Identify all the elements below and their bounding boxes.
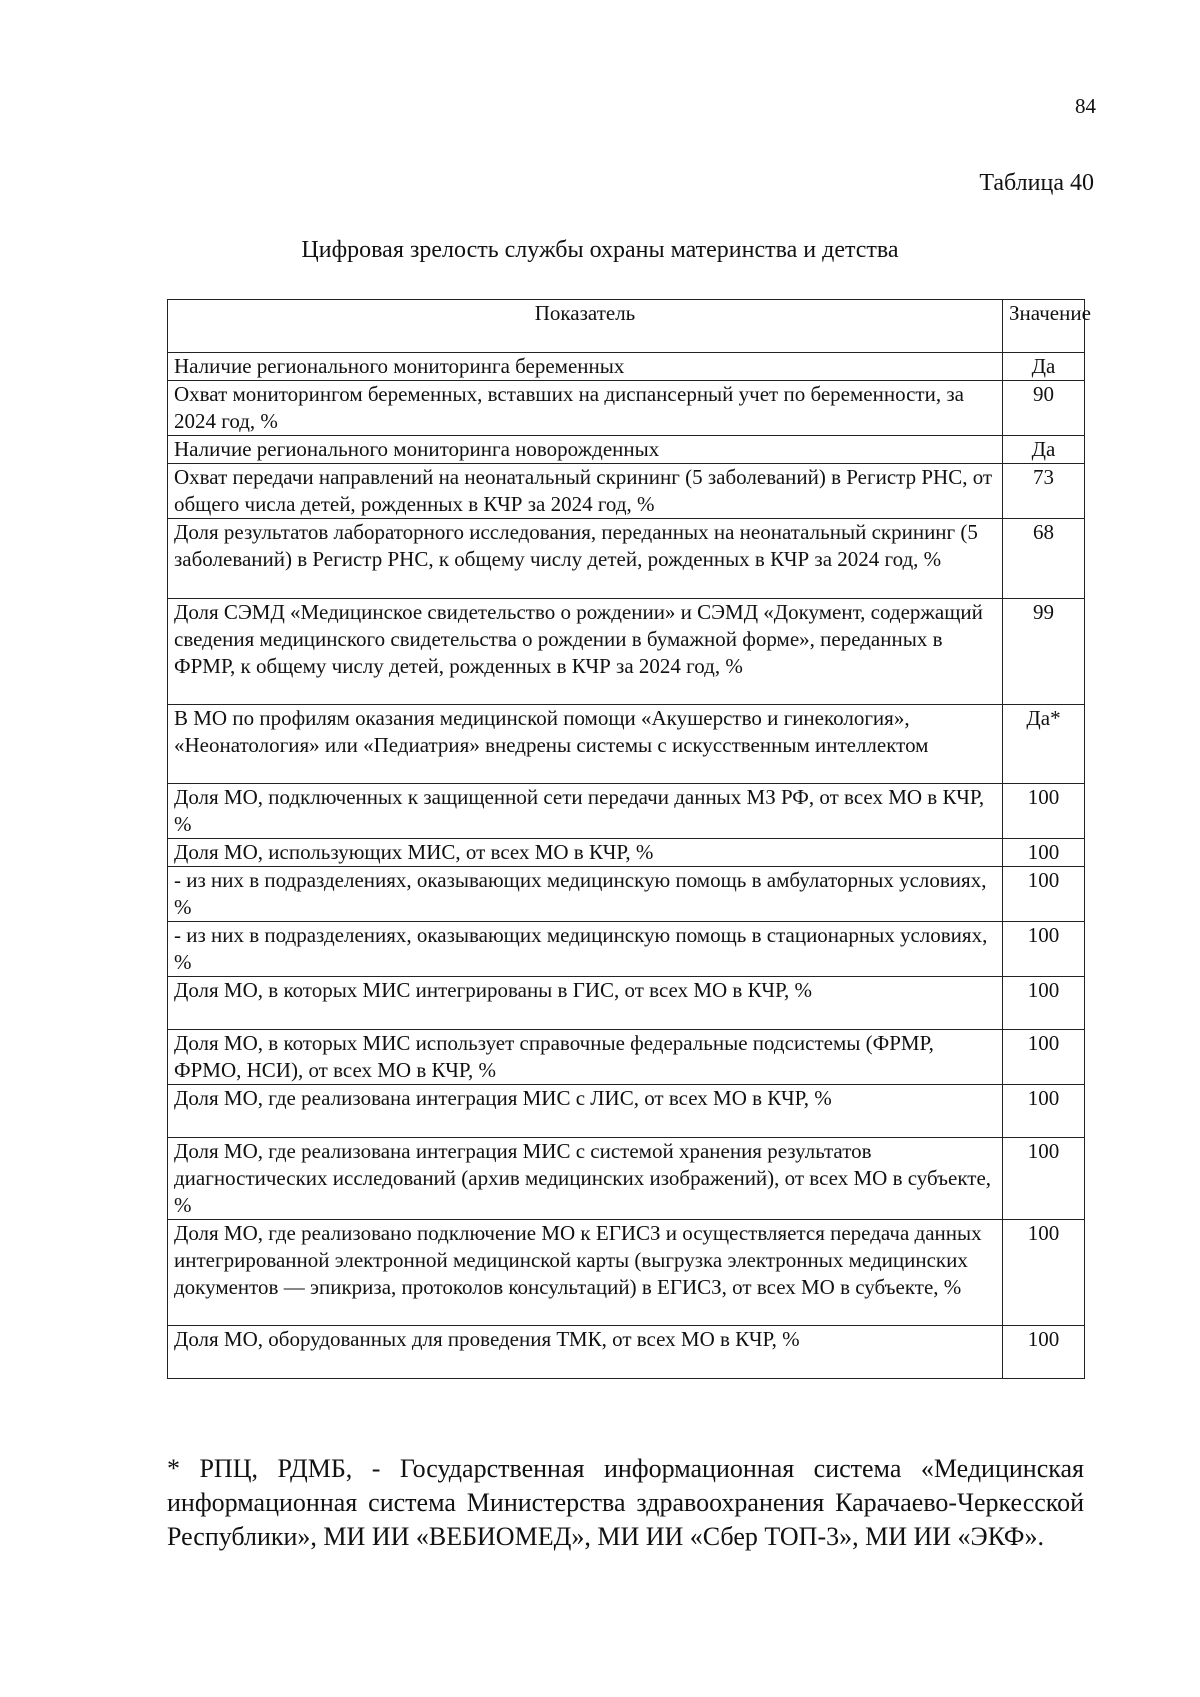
value-cell: Да [1003, 353, 1085, 381]
indicator-cell: Охват мониторингом беременных, вставших на диспансерный учет по беременности, за 2024 год, % [168, 381, 1003, 436]
indicator-cell: Доля МО, использующих МИС, от всех МО в КЧР, % [168, 839, 1003, 867]
table-label: Таблица 40 [979, 170, 1094, 196]
indicator-cell: Доля СЭМД «Медицинское свидетельство о рождении» и СЭМД «Документ, содержащий сведения медицинского свидетельства о рождении в бумажной форме», переданных в ФРМР, к общему числу детей, рожденных в КЧР за 2024 год, % [168, 599, 1003, 705]
value-cell: 100 [1003, 1030, 1085, 1085]
table-row [168, 381, 1085, 436]
table-row [168, 922, 1085, 977]
value-cell: 100 [1003, 784, 1085, 839]
indicator-cell: Доля результатов лабораторного исследования, переданных на неонатальный скрининг (5 заболеваний) в Регистр РНС, к общему числу детей, рожденных в КЧР за 2024 год, % [168, 519, 1003, 599]
value-cell: 100 [1003, 1220, 1085, 1326]
table-row [168, 1030, 1085, 1085]
indicator-cell: Доля МО, где реализовано подключение МО к ЕГИСЗ и осуществляется передача данных интегрированной электронной медицинской карты (выгрузка электронных медицинских документов — эпикриза, протоколов консультаций) в ЕГИСЗ, от всех МО в субъекте, % [168, 1220, 1003, 1326]
table-row [168, 1085, 1085, 1138]
table-row [168, 867, 1085, 922]
header-value: Значение [1003, 300, 1085, 353]
indicator-cell: Доля МО, в которых МИС использует справочные федеральные подсистемы (ФРМР, ФРМО, НСИ), от всех МО в КЧР, % [168, 1030, 1003, 1085]
value-cell: 100 [1003, 867, 1085, 922]
table-row [168, 705, 1085, 784]
page-number: 84 [1075, 94, 1096, 118]
value-cell: 100 [1003, 839, 1085, 867]
table-row [168, 1138, 1085, 1220]
indicator-cell: Доля МО, подключенных к защищенной сети передачи данных МЗ РФ, от всех МО в КЧР, % [168, 784, 1003, 839]
table-row [168, 784, 1085, 839]
indicators-table [167, 299, 1091, 1379]
table-row [168, 1326, 1085, 1379]
header-indicator: Показатель [168, 300, 1003, 353]
value-cell: 68 [1003, 519, 1085, 599]
footnote: * РПЦ, РДМБ, - Государственная информационная система «Медицинская информационная система Министерства здравоохранения Карачаево-Черкесской Республики», МИ ИИ «ВЕБИОМЕД», МИ ИИ «Сбер ТОП-3», МИ ИИ «ЭКФ». [167, 1454, 1084, 1551]
table-row [168, 436, 1085, 464]
table-header-row [168, 300, 1085, 353]
table-body [168, 353, 1085, 1379]
table-row [168, 599, 1085, 705]
table-row [168, 464, 1085, 519]
value-cell: 100 [1003, 1138, 1085, 1220]
document-title: Цифровая зрелость службы охраны материнства и детства [301, 237, 899, 263]
value-cell: 100 [1003, 922, 1085, 977]
indicator-cell: Наличие регионального мониторинга беременных [168, 353, 1003, 381]
indicator-cell: Доля МО, где реализована интеграция МИС с системой хранения результатов диагностических исследований (архив медицинских изображений), от всех МО в субъекте, % [168, 1138, 1003, 1220]
indicator-cell: Доля МО, оборудованных для проведения ТМК, от всех МО в КЧР, % [168, 1326, 1003, 1379]
indicator-cell: - из них в подразделениях, оказывающих медицинскую помощь в амбулаторных условиях, % [168, 867, 1003, 922]
value-cell: 100 [1003, 1326, 1085, 1379]
table-row [168, 839, 1085, 867]
indicator-cell: В МО по профилям оказания медицинской помощи «Акушерство и гинекология», «Неонатология» или «Педиатрия» внедрены системы с искусственным интеллектом [168, 705, 1003, 784]
value-cell: 73 [1003, 464, 1085, 519]
value-cell: 99 [1003, 599, 1085, 705]
value-cell: Да* [1003, 705, 1085, 784]
indicator-cell: - из них в подразделениях, оказывающих медицинскую помощь в стационарных условиях, % [168, 922, 1003, 977]
value-cell: 90 [1003, 381, 1085, 436]
indicator-cell: Наличие регионального мониторинга новорожденных [168, 436, 1003, 464]
indicator-cell: Охват передачи направлений на неонатальный скрининг (5 заболеваний) в Регистр РНС, от общего числа детей, рожденных в КЧР за 2024 год, % [168, 464, 1003, 519]
indicator-cell: Доля МО, где реализована интеграция МИС с ЛИС, от всех МО в КЧР, % [168, 1085, 1003, 1138]
table-row [168, 977, 1085, 1030]
table-row [168, 519, 1085, 599]
indicator-cell: Доля МО, в которых МИС интегрированы в ГИС, от всех МО в КЧР, % [168, 977, 1003, 1030]
table-row [168, 1220, 1085, 1326]
value-cell: Да [1003, 436, 1085, 464]
value-cell: 100 [1003, 977, 1085, 1030]
table-row [168, 353, 1085, 381]
value-cell: 100 [1003, 1085, 1085, 1138]
